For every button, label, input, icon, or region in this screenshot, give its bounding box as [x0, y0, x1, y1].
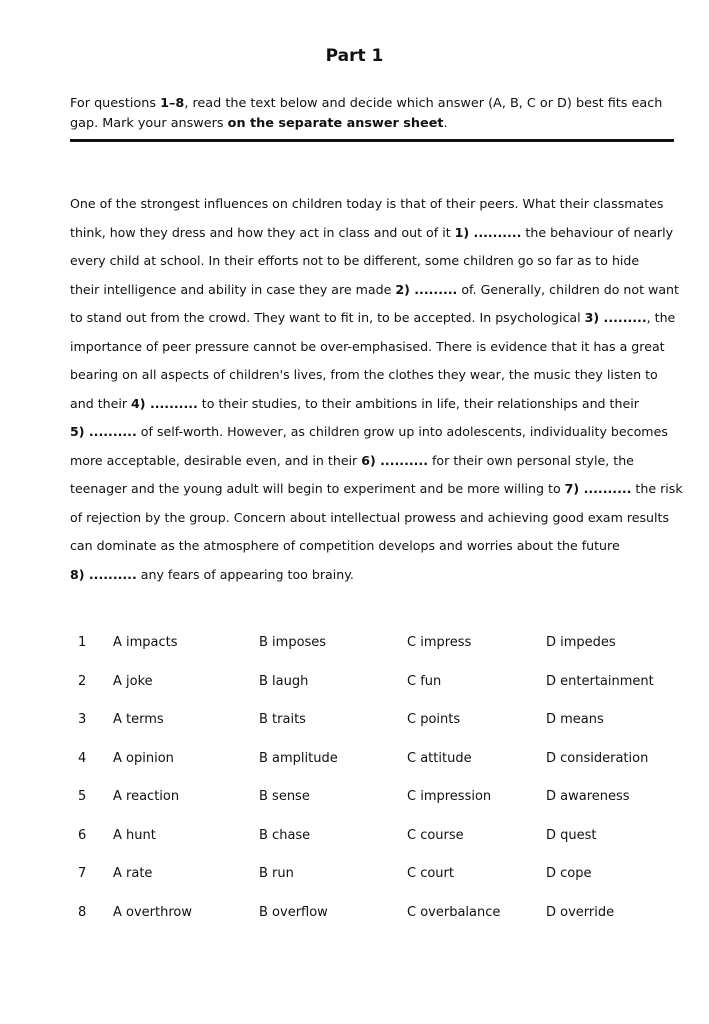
passage-line: [70, 219, 682, 248]
option-a: A reaction: [113, 789, 180, 804]
passage-line: [70, 333, 682, 362]
passage-segment: and their: [70, 395, 132, 411]
gap-marker: 7) ..........: [564, 481, 632, 496]
gap-marker: 6) ..........: [361, 452, 428, 468]
question-number: 5: [78, 789, 87, 804]
option-b: B imposes: [259, 635, 327, 650]
option-a: A opinion: [113, 750, 174, 766]
option-c: C points: [407, 712, 461, 727]
passage-segment: their intelligence and ability in case they are made: [70, 281, 396, 297]
option-a: A overthrow: [113, 904, 192, 920]
gap-marker: 1) ..........: [454, 224, 522, 240]
option-c: C court: [407, 866, 454, 881]
option-row: [78, 897, 678, 936]
answer-options-table: [78, 627, 678, 935]
option-row: [78, 781, 678, 820]
passage-line: [70, 390, 682, 419]
passage-segment: , the: [646, 310, 676, 325]
passage-text: [70, 190, 682, 589]
passage-segment: of. Generally, children do not want: [457, 281, 679, 297]
passage-segment: can dominate as the atmosphere of competition develops and worries about the future: [70, 538, 620, 553]
gap-marker: 3) .........: [584, 310, 647, 325]
option-d: D impedes: [546, 635, 616, 650]
option-c: C course: [407, 827, 464, 843]
instructions: [70, 94, 680, 134]
option-d: D cope: [546, 866, 592, 881]
gap-marker: 5) ..........: [70, 424, 137, 439]
option-c: C attitude: [407, 750, 472, 766]
option-row: [78, 627, 678, 666]
passage-segment: One of the strongest influences on children today is that of their peers. What their classmates: [70, 196, 664, 211]
passage-segment: of self-worth. However, as children grow up into adolescents, individuality becomes: [136, 424, 668, 439]
option-d: D consideration: [546, 750, 649, 766]
passage-line: [70, 304, 682, 333]
option-b: B traits: [259, 712, 306, 727]
question-number: 3: [78, 712, 87, 727]
option-d: D override: [546, 904, 615, 920]
option-b: B run: [259, 866, 294, 881]
option-b: B chase: [259, 827, 311, 843]
option-c: C impression: [407, 789, 492, 804]
option-d: D quest: [546, 827, 597, 843]
option-d: D means: [546, 712, 604, 727]
passage-line: [70, 361, 682, 390]
passage-segment: every child at school. In their efforts not to be different, some children go so far as to hide: [70, 253, 640, 268]
question-number: 1: [78, 635, 87, 650]
passage-segment: to stand out from the crowd. They want to fit in, to be accepted. In psychological: [70, 310, 585, 325]
option-a: A joke: [113, 673, 153, 689]
question-number: 8: [78, 904, 87, 920]
instructions-end: .: [443, 116, 448, 131]
option-d: D entertainment: [546, 673, 654, 689]
option-b: B sense: [259, 789, 310, 804]
question-number: 6: [78, 827, 87, 843]
passage-segment: bearing on all aspects of children's lives, from the clothes they wear, the music they listen to: [70, 367, 658, 382]
divider-rule: [70, 139, 674, 142]
question-number: 2: [78, 673, 87, 689]
passage-line: [70, 504, 682, 533]
option-a: A rate: [113, 866, 153, 881]
passage-line: [70, 475, 682, 504]
passage-segment: for their own personal style, the: [428, 452, 634, 468]
question-number: 4: [78, 750, 87, 766]
passage-line: [70, 532, 682, 561]
option-b: B overflow: [259, 904, 328, 920]
option-c: C overbalance: [407, 904, 501, 920]
passage-segment: think, how they dress and how they act in class and out of it: [70, 224, 455, 240]
passage-line: [70, 447, 682, 476]
gap-marker: 4) ..........: [131, 395, 198, 411]
passage-segment: the behaviour of nearly: [521, 224, 674, 240]
option-row: [78, 743, 678, 782]
option-row: [78, 704, 678, 743]
passage-segment: any fears of appearing too brainy.: [136, 566, 354, 582]
passage-segment: the risk: [631, 481, 683, 496]
option-row: [78, 666, 678, 705]
passage-line: [70, 418, 682, 447]
passage-line: [70, 276, 682, 305]
passage-segment: more acceptable, desirable even, and in their: [70, 452, 362, 468]
option-b: B amplitude: [259, 750, 338, 766]
instructions-emphasis: on the separate answer sheet: [227, 116, 444, 131]
option-c: C fun: [407, 673, 442, 689]
page-title: Part 1: [325, 46, 384, 66]
passage-segment: of rejection by the group. Concern about intellectual prowess and achieving good exam results: [70, 509, 670, 525]
option-d: D awareness: [546, 789, 630, 804]
instructions-mid: , read the text below and decide which answer (A, B, C or D) best fits each gap. Mark your answers: [70, 96, 663, 131]
gap-marker: 8) ..........: [70, 566, 137, 582]
instructions-range: 1–8: [160, 96, 185, 111]
gap-marker: 2) .........: [395, 281, 458, 297]
passage-segment: importance of peer pressure cannot be over-emphasised. There is evidence that it has a great: [70, 338, 665, 354]
question-number: 7: [78, 866, 87, 881]
option-a: A terms: [113, 712, 164, 727]
option-row: [78, 858, 678, 897]
instructions-pre: For questions: [70, 96, 161, 111]
passage-line: [70, 190, 682, 219]
option-row: [78, 820, 678, 859]
passage-segment: to their studies, to their ambitions in life, their relationships and their: [197, 395, 639, 411]
option-a: A hunt: [113, 827, 156, 843]
option-b: B laugh: [259, 673, 309, 689]
passage-segment: teenager and the young adult will begin to experiment and be more willing to: [70, 481, 565, 496]
passage-line: [70, 247, 682, 276]
passage-line: [70, 561, 682, 590]
option-c: C impress: [407, 635, 472, 650]
option-a: A impacts: [113, 635, 178, 650]
